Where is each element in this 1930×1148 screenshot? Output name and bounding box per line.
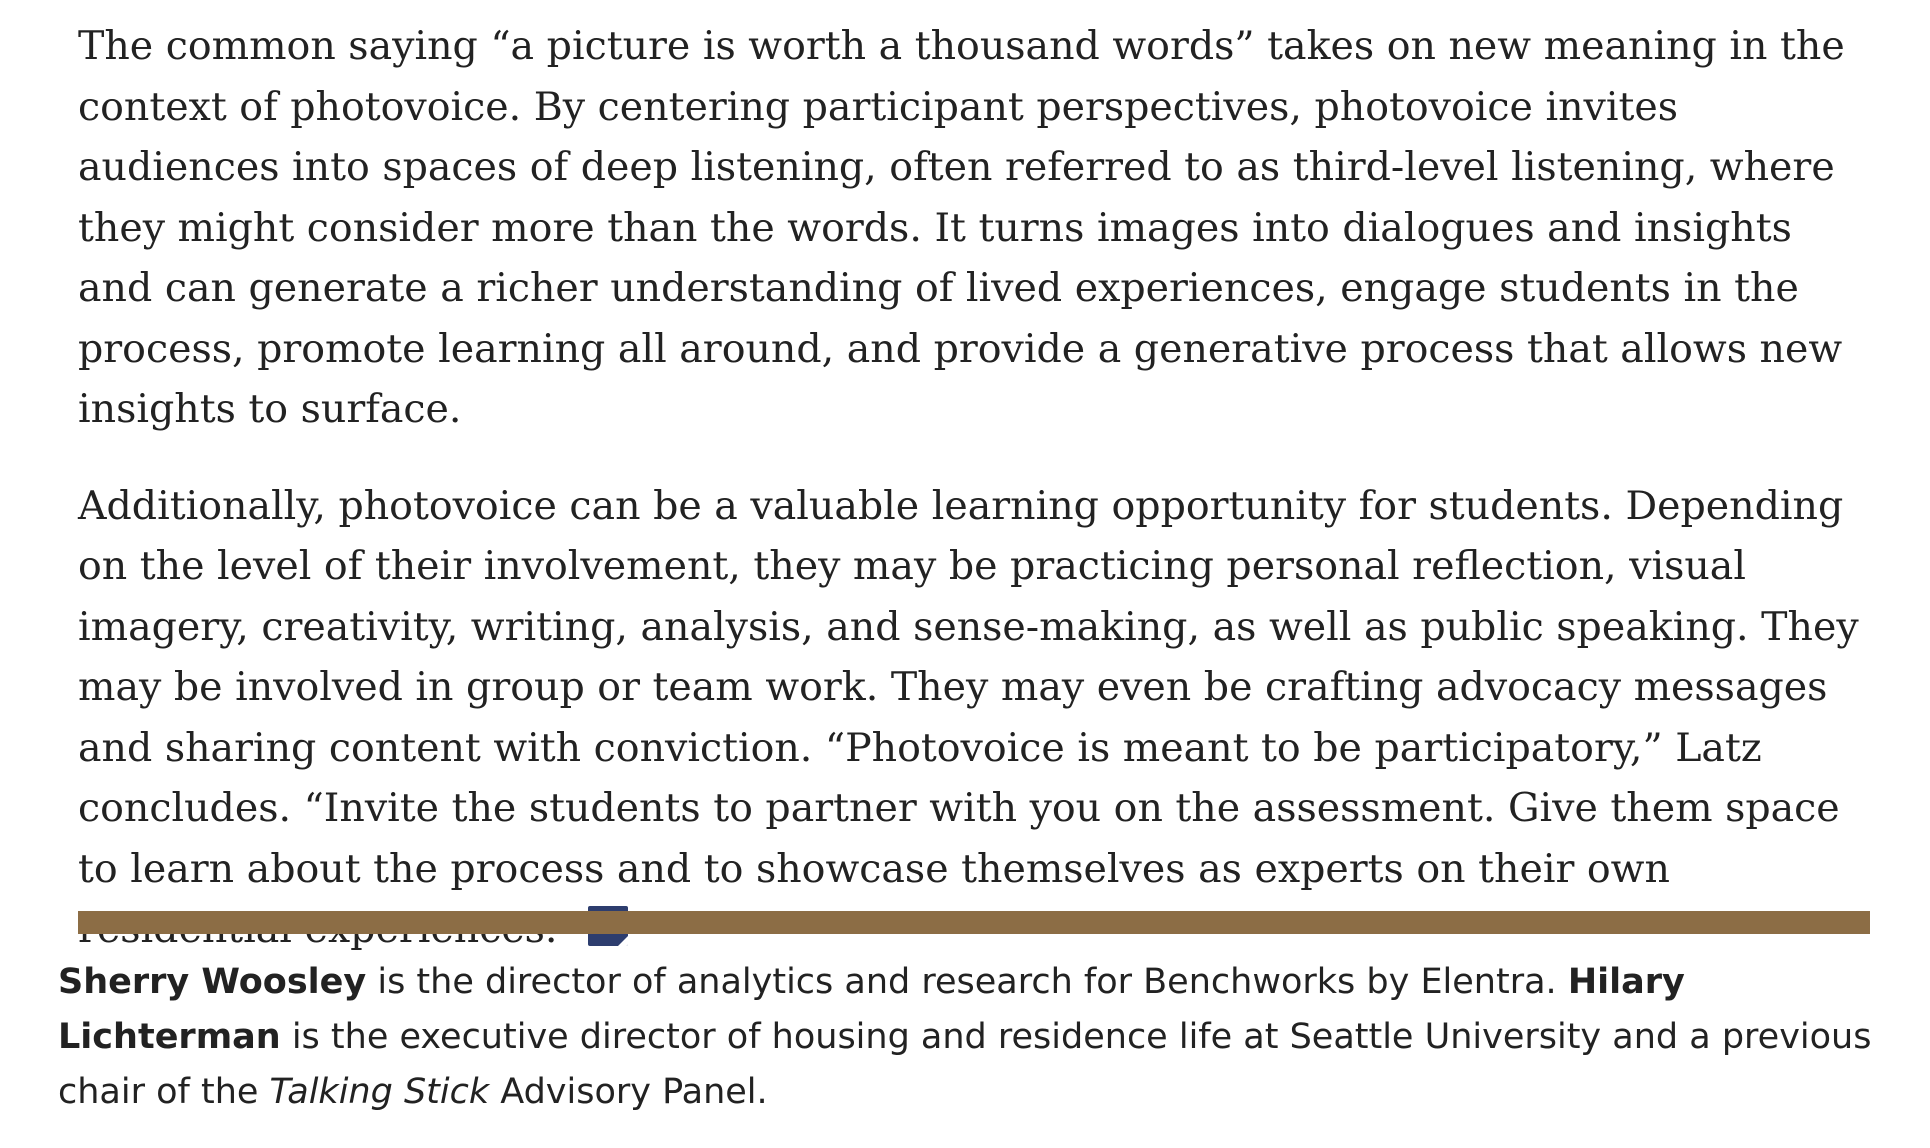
author-bio xyxy=(58,955,1878,1120)
article-paragraph-1 xyxy=(78,16,1878,440)
paragraph-2-text: Additionally, photovoice can be a valuable learning opportunity for students. Depending on the level of their involvement, they may be practicing personal reflection, visual imagery, creativity, writing, analysis, and sense-making, as well as public speaking. They may be involved in group or team work. They may even be crafting advocacy messages and sharing content with conviction. “Photovoice is meant to be participatory,” Latz concludes. “Invite the students to partner with you on the assessment. Give them space to learn about the process and to showcase themselves as experts on their own xyxy=(78,482,1859,892)
paragraph-1-text: The common saying “a picture is worth a thousand words” takes on new meaning in the context of photovoice. By centering participant perspectives, photovoice invites audiences into spaces of deep listening, often referred to as third-level listening, where they might consider more than the words. It turns images into dialogues and insights and can generate a richer understanding of lived experiences, engage students in the process, promote learning all around, and provide a generative process that allows new insights to surface. xyxy=(78,23,1845,432)
article-paragraph-2 xyxy=(78,476,1878,960)
author-1-name: Sherry Woosley xyxy=(58,962,367,1002)
author-2-name: Hilary Lichterman xyxy=(58,962,1685,1057)
publication-name: Talking Stick xyxy=(269,1072,490,1112)
bio-closing: Advisory Panel. xyxy=(489,1072,768,1112)
article-body xyxy=(78,16,1878,960)
author-1-role: is the director of analytics and research for Benchworks by Elentra. xyxy=(366,962,1568,1002)
author-2-role: is the executive director of housing and residence life at Seattle University and a previous chair of the xyxy=(58,1017,1872,1112)
section-divider xyxy=(78,911,1870,934)
